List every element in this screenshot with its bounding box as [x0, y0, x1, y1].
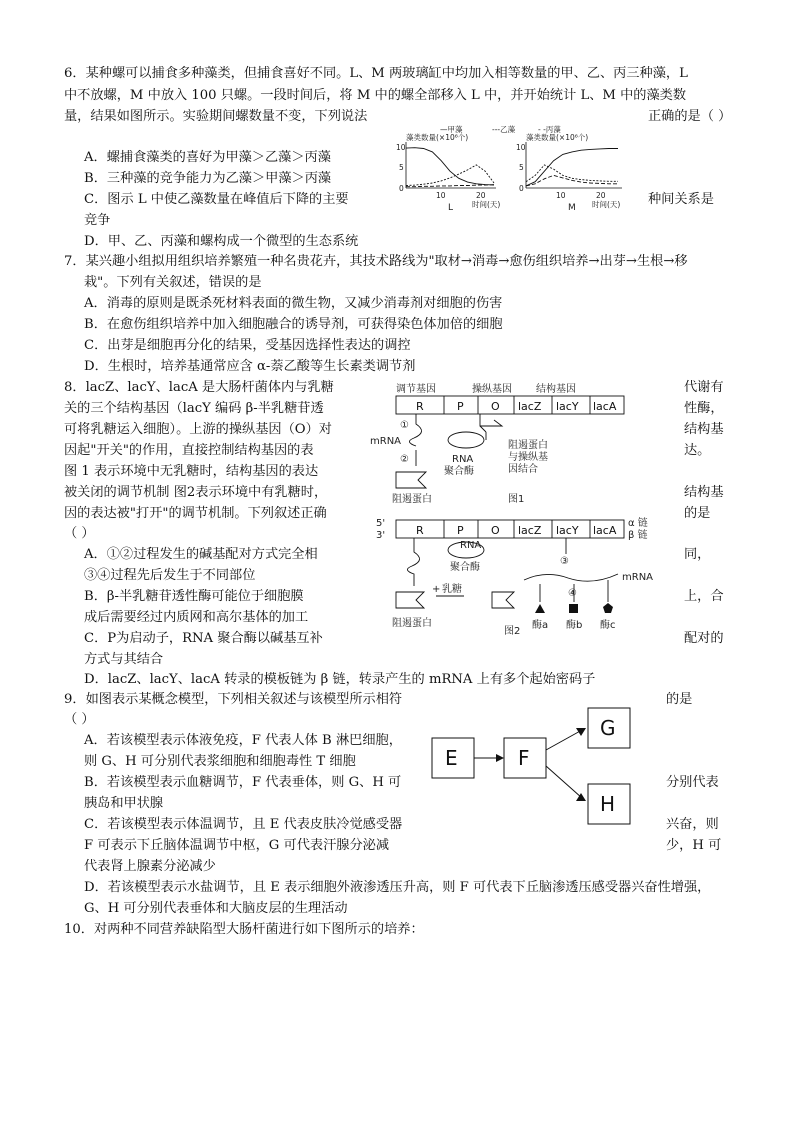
q9-stem-right: 的是 [666, 692, 693, 707]
q8-line3: 可将乳糖运入细胞）。上游的操纵基因（O）对 [64, 422, 332, 437]
enzyme-a-triangle-icon [535, 604, 545, 613]
fig1-polymerase-label: 聚合酶 [444, 466, 474, 477]
fig1-step-1: ① [400, 420, 409, 431]
chart-m-xtick-10: 10 [556, 191, 566, 200]
fig2-repressor-label: 阻遏蛋白 [392, 618, 432, 629]
q9-option-d: D．若该模型表示水盐调节，且 E 表示细胞外液渗透压升高，则 F 可代表下丘脑渗透压感受器兴奋性增强， [84, 880, 711, 895]
fig1-repressor-label: 阻遏蛋白 [392, 494, 432, 505]
q9-option-c-cont2: 代表肾上腺素分泌减少 [84, 859, 216, 874]
chart-l-ytick-0: 0 [399, 184, 404, 193]
q8-line1: 8．lacZ、lacY、lacA 是大肠杆菌体内与乳糖 [64, 380, 334, 395]
q9-option-b-right: 分别代表 [666, 775, 719, 790]
box-h-label: H [600, 792, 616, 816]
q9-concept-model [428, 704, 638, 830]
q8-option-b-cont: 成后需要经过内质网和高尔基体的加工 [84, 610, 309, 625]
q9-option-b: B．若该模型表示血糖调节，F 代表垂体，则 G、H 可 [84, 775, 402, 790]
enzyme-b-label: 酶b [566, 620, 583, 631]
legend-bing-label: - -丙藻 [538, 125, 561, 134]
chart-l-xlabel: 时间(天) [472, 200, 501, 209]
q7-option-a: A．消毒的原则是既杀死材料表面的微生物，又减少消毒剂对细胞的伤害 [84, 296, 503, 311]
fig1-step-2: ② [400, 454, 409, 465]
box-g-label: G [600, 716, 616, 740]
q9-option-a-cont: 则 G、H 可分别代表浆细胞和细胞毒性 T 细胞 [84, 754, 356, 769]
q8-line7: 因的表达被"打开"的调节机制。下列叙述正确 [64, 506, 327, 521]
q6-stem-line3: 量，结果如图所示。实验期间螺数量不变，下列说法 [64, 109, 368, 124]
fig2-gene-laca: lacA [593, 524, 617, 537]
enzyme-c-pentagon-icon [603, 603, 613, 613]
chart-l-ytick-5: 5 [399, 163, 404, 172]
chart-l-title: L [448, 203, 454, 213]
fig2-mrna-repressor [407, 538, 419, 586]
fig2-gene-o: O [491, 524, 500, 537]
fig2-alpha-strand: α 链 [628, 518, 648, 529]
fig2-step-3: ③ [560, 556, 569, 567]
q8-line6: 被关闭的调节机制 图2表示环境中有乳糖时， [64, 485, 328, 500]
fig2-lactose-label: 乳糖 [442, 584, 462, 595]
q8-answer-paren: （ ） [64, 526, 95, 541]
q8-option-a-cont: ③④过程先后发生于不同部位 [84, 568, 256, 583]
fig2-beta-strand: β 链 [628, 530, 648, 541]
fig2-5prime: 5' [376, 518, 386, 529]
q6-algae-charts [392, 124, 640, 214]
q8-line7-right: 的是 [684, 506, 711, 521]
fig1-gene-lacy: lacY [556, 400, 579, 413]
chart-l-ytick-10: 10 [396, 143, 406, 152]
q6-option-a: A．螺捕食藻类的喜好为甲藻＞乙藻＞丙藻 [84, 150, 331, 165]
fig2-gene-p: P [457, 524, 464, 537]
fig2-repressor-shape [396, 592, 424, 608]
q9-option-d-cont: G、H 可分别代表垂体和大脑皮层的生理活动 [84, 901, 348, 916]
fig2-mrna-strand [524, 574, 618, 581]
q9-option-c-cont-right: 少，H 可 [666, 838, 722, 853]
fig1-repressor-bound [480, 414, 502, 432]
q9-stem: 9．如图表示某概念模型，下列相关叙述与该模型所示相符 [64, 692, 403, 707]
q7-stem-line2: 栽"。下列有关叙述，错误的是 [84, 275, 262, 290]
chart-m-ytick-0: 0 [519, 184, 524, 193]
chart-l-series-1-line [406, 148, 494, 185]
q9-option-c: C．若该模型表示体温调节，且 E 代表皮肤冷觉感受器 [84, 817, 403, 832]
chart-l-series-2-line [406, 165, 494, 186]
q6-option-c: C．图示 L 中使乙藻数量在峰值后下降的主要 [84, 192, 349, 207]
q8-option-d: D．lacZ、lacY、lacA 转录的模板链为 β 链，转录产生的 mRNA 上有多个起始密码子 [84, 672, 596, 687]
q6-option-c-cont: 竞争 [84, 213, 111, 228]
q8-option-b: B．β-半乳糖苷透性酶可能位于细胞膜 [84, 589, 304, 604]
chart-series-lines [406, 148, 618, 187]
fig1-gene-p: P [457, 400, 464, 413]
fig1-gene-o: O [491, 400, 500, 413]
chart-l-xtick-20: 20 [476, 191, 486, 200]
fig2-inactive-repressor [492, 592, 514, 608]
chart-m-xlabel: 时间(天) [592, 200, 621, 209]
q8-line4-right: 达。 [684, 443, 711, 458]
q8-option-c-right: 配对的 [684, 631, 724, 646]
fig1-gene-lacz: lacZ [518, 400, 542, 413]
fig1-repressor-shape [396, 472, 426, 488]
q7-option-c: C．出芽是细胞再分化的结果，受基因选择性表达的调控 [84, 338, 411, 353]
fig2-step-4: ④ [568, 588, 577, 599]
legend-jia-label: —甲藻 [440, 125, 463, 134]
q8-option-c: C．P为启动子，RNA 聚合酶以碱基互补 [84, 631, 323, 646]
box-f-label: F [518, 746, 530, 770]
fig2-plus-sign: + [432, 584, 441, 595]
q9-option-a: A．若该模型表示体液免疫，F 代表人体 B 淋巴细胞， [84, 733, 402, 748]
q6-option-d: D．甲、乙、丙藻和螺构成一个微型的生态系统 [84, 234, 359, 249]
fig2-gene-lacy: lacY [556, 524, 579, 537]
fig1-note-line2: 与操纵基 [508, 452, 548, 463]
q8-line5: 图 1 表示环境中无乳糖时，结构基因的表达 [64, 464, 319, 479]
q8-lac-operon-figure [356, 380, 670, 666]
q8-option-c-cont: 方式与其结合 [84, 652, 164, 667]
q7-option-d: D．生根时，培养基通常应含 α-萘乙酸等生长素类调节剂 [84, 359, 416, 374]
q8-line2-right: 性酶， [684, 401, 724, 416]
fig2-3prime: 3' [376, 530, 386, 541]
fig1-gene-r: R [416, 400, 424, 413]
fig1-gene-laca: lacA [593, 400, 617, 413]
chart-l-ylabel: 藻类数量(×10⁶个) [406, 133, 469, 142]
q7-option-b: B．在愈伤组织培养中加入细胞融合的诱导剂，可获得染色体加倍的细胞 [84, 317, 503, 332]
fig2-caption: 图2 [504, 626, 521, 637]
header-structural-gene: 结构基因 [536, 384, 576, 395]
q8-line1-right: 代谢有 [684, 380, 724, 395]
q9-option-c-right: 兴奋，则 [666, 817, 719, 832]
chart-l-xtick-10: 10 [436, 191, 446, 200]
legend-yi-label: ---乙藻 [492, 125, 516, 134]
chart-m-series-2-line [526, 165, 618, 182]
q8-line2: 关的三个结构基因（lacY 编码 β-半乳糖苷透 [64, 401, 324, 416]
fig2-polymerase-label: 聚合酶 [450, 562, 480, 573]
q9-answer-paren: （ ） [64, 712, 95, 727]
chart-m-ytick-5: 5 [519, 163, 524, 172]
q8-line6-right: 结构基 [684, 485, 724, 500]
fig2-rna-label: RNA [460, 540, 482, 551]
arrow-f-to-g [546, 730, 582, 750]
fig1-mrna-label: mRNA [370, 436, 402, 447]
chart-m-title: M [568, 203, 576, 213]
chart-m-xtick-20: 20 [596, 191, 606, 200]
fig2-gene-r: R [416, 524, 424, 537]
q7-stem-line1: 7．某兴趣小组拟用组织培养繁殖一种名贵花卉，其技术路线为"取材→消毒→愈伤组织培养→出芽→生根→移 [64, 254, 688, 269]
enzyme-b-square-icon [569, 604, 578, 613]
q6-stem-line1: 6．某种螺可以捕食多种藻类，但捕食喜好不同。L、M 两玻璃缸中均加入相等数量的甲、乙、丙三种藻，L [64, 66, 688, 81]
fig2-mrna-label: mRNA [622, 572, 654, 583]
arrow-f-to-h [546, 766, 582, 798]
q10-stem: 10．对两种不同营养缺陷型大肠杆菌进行如下图所示的培养： [64, 922, 424, 937]
q8-option-a: A．①②过程发生的碱基配对方式完全相 [84, 547, 318, 562]
q9-option-c-cont: F 可表示下丘脑体温调节中枢，G 可代表汗腺分泌减 [84, 838, 390, 853]
box-e-label: E [445, 746, 458, 770]
q8-option-a-right: 同， [684, 547, 711, 562]
fig1-note-line3: 因结合 [508, 464, 538, 475]
header-operator-gene: 操纵基因 [472, 384, 512, 395]
fig1-note-line1: 阻遏蛋白 [508, 440, 548, 451]
q6-stem-line2: 中不放螺，M 中放入 100 只螺。一段时间后，将 M 中的螺全部移入 L 中，并开始统计 L、M 中的藻类数 [64, 88, 687, 103]
header-regulator-gene: 调节基因 [396, 384, 436, 395]
fig2-gene-lacz: lacZ [518, 524, 542, 537]
q6-stem-line3-right: 正确的是（ ） [648, 109, 732, 124]
chart-l-series-3-line [406, 185, 494, 187]
chart-m-ylabel: 藻类数量(×10⁶个) [526, 133, 589, 142]
q8-line4: 因起"开关"的作用，直接控制结构基因的表 [64, 443, 314, 458]
enzyme-a-label: 酶a [532, 620, 549, 631]
q9-option-b-cont: 胰岛和甲状腺 [84, 796, 164, 811]
chart-m-ytick-10: 10 [516, 143, 526, 152]
fig1-caption: 图1 [508, 494, 525, 505]
q6-option-c-right: 种间关系是 [648, 192, 714, 207]
q6-option-b: B．三种藻的竞争能力为乙藻＞甲藻＞丙藻 [84, 171, 332, 186]
enzyme-c-label: 酶c [600, 620, 616, 631]
fig1-rna-label: RNA [452, 454, 474, 465]
q8-line3-right: 结构基 [684, 422, 724, 437]
fig1-mrna-1 [409, 414, 421, 446]
fig1-rna-polymerase [448, 432, 484, 448]
q8-option-b-right: 上，合 [684, 589, 724, 604]
